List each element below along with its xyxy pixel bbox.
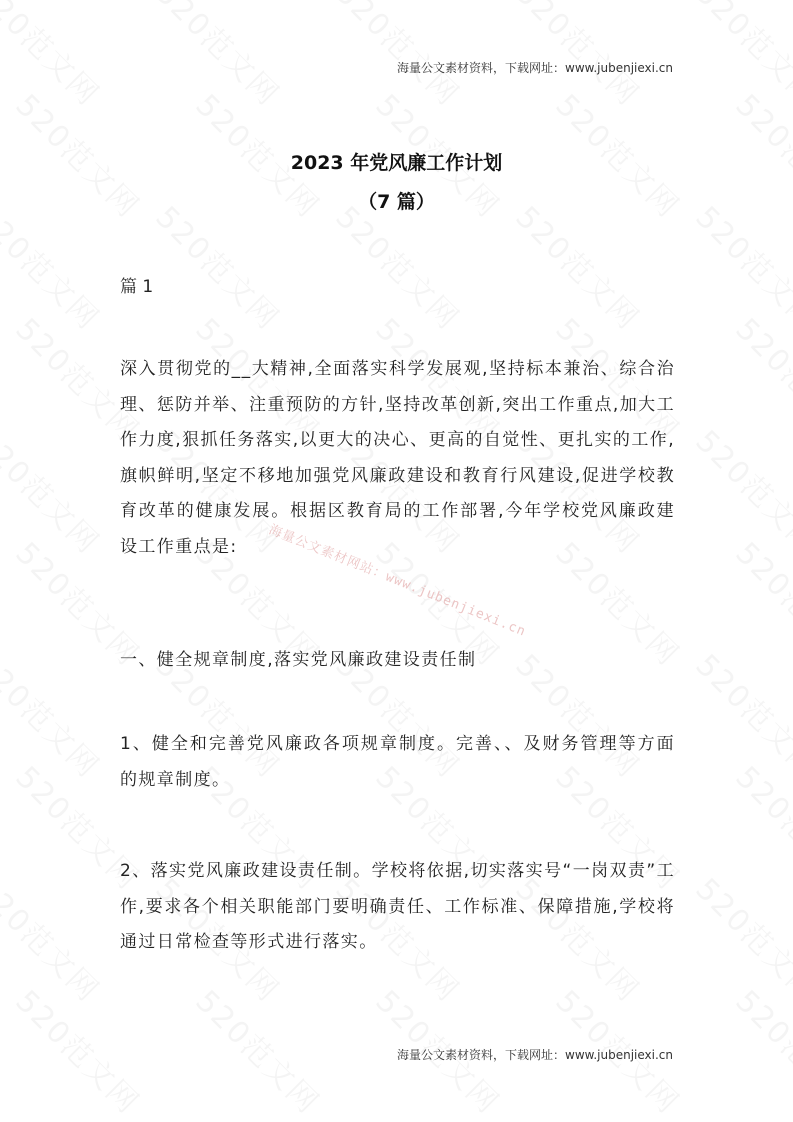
paragraph-intro: 深入贯彻党的__大精神,全面落实科学发展观,坚持标本兼治、综合治理、惩防并举、注重预防的方针,坚持改革创新,突出工作重点,加大工作力度,狠抓任务落实,以更大的决心、更高的自觉性、更扎实的工作,旗帜鲜明,坚定不移地加强党风廉政建设和教育行风建设,促进学校教育改革的健康发展。根据区教育局的工作部署,今年学校党风廉政建设工作重点是: xyxy=(120,359,675,557)
watermark-tile xyxy=(188,978,332,1122)
watermark-tile xyxy=(688,418,793,562)
watermark-tile xyxy=(688,194,793,338)
watermark-tile xyxy=(0,0,111,114)
page-footer: 海量公文素材资料，下载网址：www.jubenjiexi.cn xyxy=(397,1048,673,1062)
watermark-tile xyxy=(148,194,292,338)
center-watermark: 海量公文素材网站：www.jubenjiexi.cn xyxy=(266,522,529,640)
watermark-tile xyxy=(688,866,793,1010)
section-heading: 一、健全规章制度,落实党风廉政建设责任制 xyxy=(120,650,477,670)
watermark-tile xyxy=(8,978,152,1122)
paragraph-item-1: 1、健全和完善党风廉政各项规章制度。完善、、及财务管理等方面的规章制度。 xyxy=(120,734,675,790)
document-subtitle: （7 篇） xyxy=(358,191,435,213)
watermark-tile xyxy=(328,194,472,338)
document-title: 2023 年党风廉工作计划 xyxy=(290,152,503,174)
watermark-tile xyxy=(0,418,111,562)
watermark-tile xyxy=(728,530,793,674)
watermark-tile xyxy=(728,754,793,898)
watermark-tile xyxy=(688,642,793,786)
watermark-tile xyxy=(508,0,652,114)
page-header: 海量公文素材资料，下载网址：www.jubenjiexi.cn xyxy=(397,61,673,75)
watermark-tile xyxy=(328,0,472,114)
paragraph-item-2: 2、落实党风廉政建设责任制。学校将依据,切实落实号“一岗双责”工作,要求各个相关职能部门要明确责任、工作标准、保障措施,学校将通过日常检查等形式进行落实。 xyxy=(120,861,675,952)
watermark-tile xyxy=(0,642,111,786)
watermark-tile xyxy=(508,194,652,338)
watermark-tile xyxy=(0,866,111,1010)
watermark-tile xyxy=(728,306,793,450)
section-label: 篇 1 xyxy=(120,277,154,297)
watermark-tile xyxy=(148,0,292,114)
watermark-tile xyxy=(688,0,793,114)
watermark-tile xyxy=(728,978,793,1122)
watermark-tile xyxy=(0,194,111,338)
